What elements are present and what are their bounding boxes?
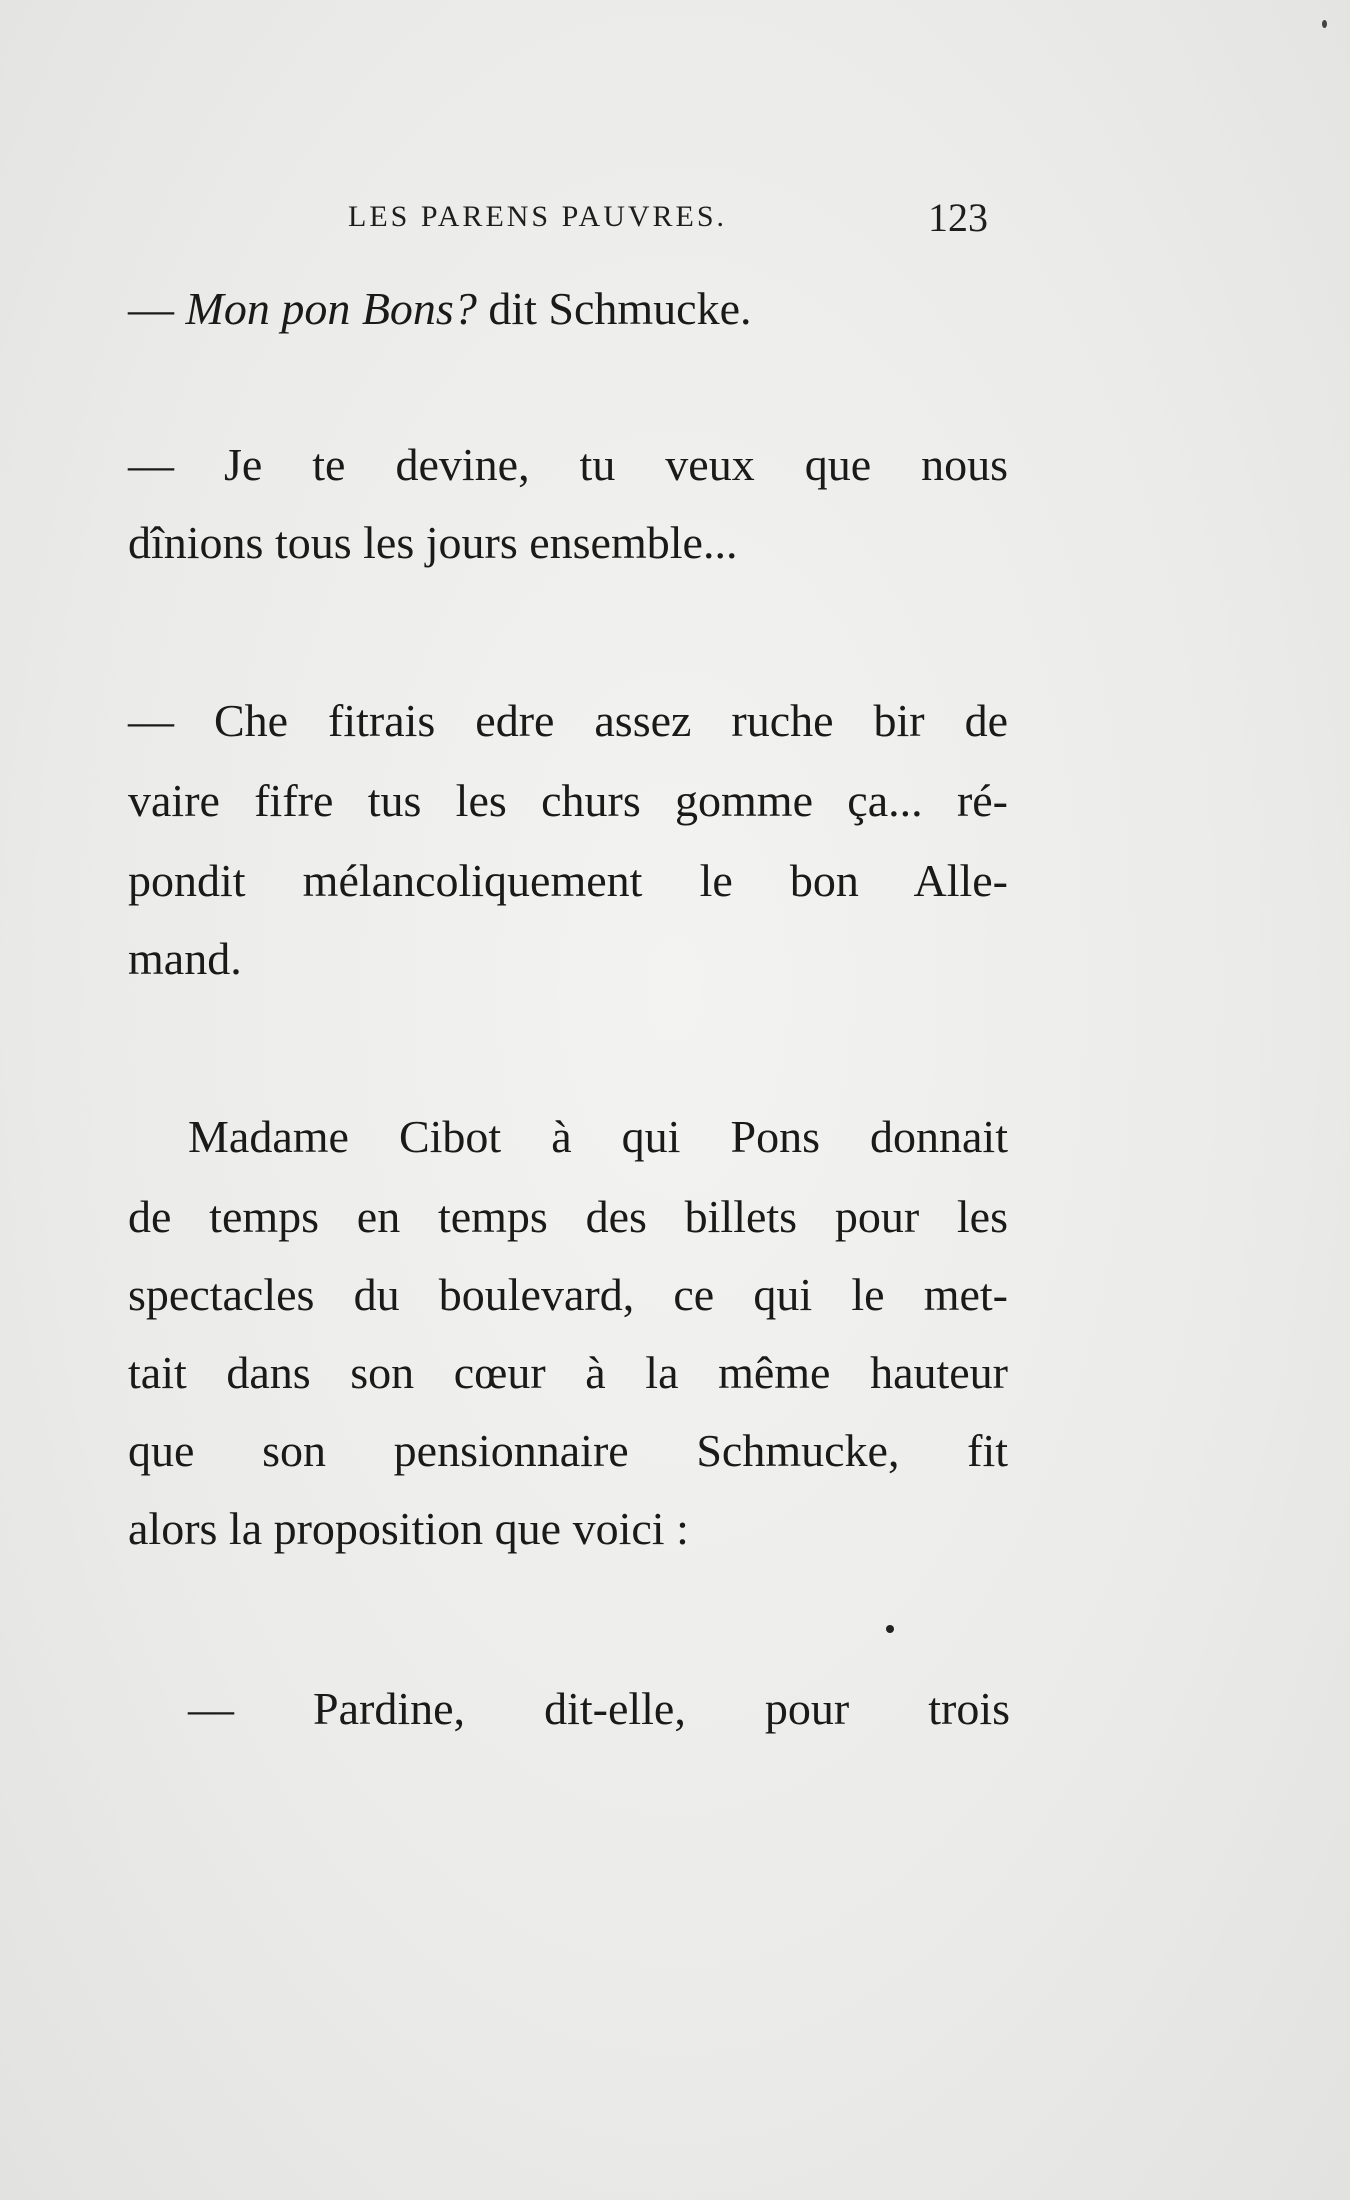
text-line: dînions tous les jours ensemble... <box>128 517 738 568</box>
text-line: — Pardine, dit-elle, pour trois <box>188 1683 1010 1734</box>
text-line: de temps en temps des billets pour les <box>128 1191 1008 1242</box>
text-line: que son pensionnaire Schmucke, fit <box>128 1425 1008 1476</box>
text-line: mand. <box>128 933 242 984</box>
text-line: Madame Cibot à qui Pons donnait <box>188 1111 1008 1162</box>
ink-spot <box>1322 20 1327 28</box>
text-line: vaire fifre tus les churs gomme ça... ré- <box>128 775 1008 826</box>
text-line: pondit mélancoliquement le bon Alle- <box>128 855 1008 906</box>
page-header <box>0 195 1350 250</box>
text-line: — Mon pon Bons? dit Schmucke. <box>128 283 752 334</box>
ink-spot <box>886 1625 894 1633</box>
running-title: LES PARENS PAUVRES. <box>348 200 728 233</box>
text-line: tait dans son cœur à la même hauteur <box>128 1347 1008 1398</box>
italic-speech: Mon pon Bons? <box>185 283 477 334</box>
text-line: spectacles du boulevard, ce qui le met- <box>128 1269 1008 1320</box>
page-number: 123 <box>928 195 988 240</box>
text-line: alors la proposition que voici : <box>128 1503 689 1554</box>
text-line: — Je te devine, tu veux que nous <box>128 439 1008 490</box>
text-line: — Che fitrais edre assez ruche bir de <box>128 695 1008 746</box>
